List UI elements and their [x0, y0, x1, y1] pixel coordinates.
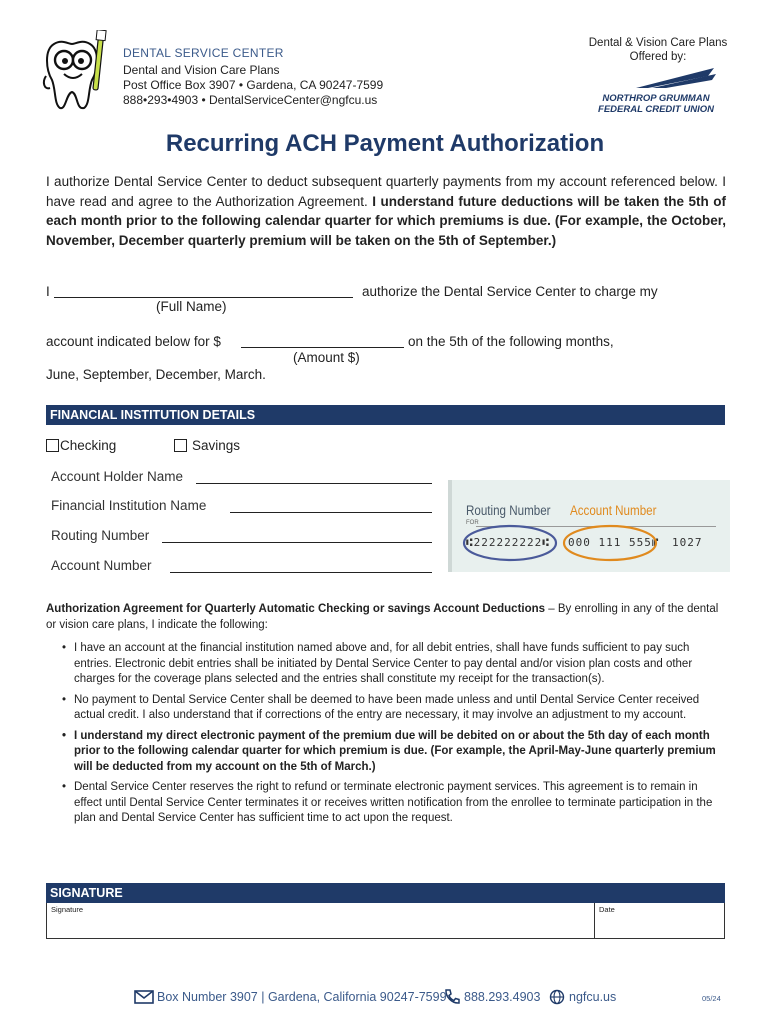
- checking-label: Checking: [60, 438, 117, 453]
- signature-section-header: SIGNATURE: [46, 883, 725, 903]
- auth-account-prefix: account indicated below for $: [46, 334, 221, 349]
- intro-normal: I authorize Dental Service Center to deduct subsequent quarterly payments from my account referenced below. I have read and agree to the Authorization Agreement.: [46, 174, 726, 209]
- phone-icon: [443, 988, 461, 1006]
- routing-number-label: Routing Number: [51, 528, 150, 543]
- auth-after-name: authorize the Dental Service Center to charge my: [362, 284, 658, 299]
- signature-field[interactable]: [47, 903, 595, 938]
- agreement-bullet-4: • Dental Service Center reserves the right to refund or terminate electronic payment services. This agreement is to remain in effect until Dental Service Center terminates it or receives written notification from the enrollee to terminate participation in the plan and Dental Service Center has sufficient time to act upon the request.: [46, 780, 726, 827]
- account-number-field[interactable]: [170, 571, 432, 573]
- financial-section-header: FINANCIAL INSTITUTION DETAILS: [46, 405, 725, 425]
- org-name: DENTAL SERVICE CENTER: [123, 46, 284, 60]
- offered-line-1: Dental & Vision Care Plans: [588, 37, 728, 49]
- sample-check-image: [448, 480, 730, 572]
- checking-checkbox[interactable]: [46, 439, 59, 452]
- auth-i-label: I: [46, 284, 50, 299]
- logo-text-2: FEDERAL CREDIT UNION: [598, 104, 714, 115]
- date-label: Date: [599, 905, 615, 914]
- savings-checkbox[interactable]: [174, 439, 187, 452]
- amount-field[interactable]: [241, 346, 404, 348]
- check-highlight-circles: [452, 480, 730, 572]
- page-title: Recurring ACH Payment Authorization: [165, 130, 605, 157]
- signature-box: [46, 903, 725, 939]
- intro-paragraph: [46, 172, 726, 250]
- globe-icon: [549, 989, 565, 1005]
- check-account-label: Account Number: [570, 503, 657, 518]
- check-for-label: FOR: [466, 520, 479, 526]
- header-address: Post Office Box 3907 • Gardena, CA 90247-7599: [123, 78, 384, 92]
- footer-address: Box Number 3907 | Gardena, California 90247-7599: [157, 990, 447, 1004]
- header-contact: 888•293•4903 • DentalServiceCenter@ngfcu.us: [123, 93, 378, 107]
- check-routing-label: Routing Number: [466, 503, 551, 518]
- amount-caption: (Amount $): [293, 350, 360, 365]
- envelope-icon: [134, 990, 154, 1004]
- signature-label: Signature: [51, 905, 84, 914]
- check-micr-number: 1027: [672, 536, 703, 549]
- header-line-1: Dental and Vision Care Plans: [123, 63, 280, 77]
- routing-circle: [464, 526, 556, 560]
- full-name-caption: (Full Name): [156, 299, 227, 314]
- account-circle: [564, 526, 656, 560]
- savings-label: Savings: [192, 438, 241, 453]
- routing-number-field[interactable]: [162, 541, 432, 543]
- footer-phone: 888.293.4903: [464, 990, 541, 1004]
- footer-website[interactable]: ngfcu.us: [569, 990, 617, 1004]
- agreement-heading: Authorization Agreement for Quarterly Automatic Checking or savings Account Deductions: [46, 603, 546, 615]
- agreement-bullet-2: • No payment to Dental Service Center shall be deemed to have been made unless and until Dental Service Center received actual credit. I also understand that if corrections of the entry are necessary, it may involve an adjustment to my account.: [46, 693, 726, 724]
- institution-name-label: Financial Institution Name: [51, 498, 207, 513]
- intro-bold: I understand future deductions will be taken the 5th of each month prior to the following calendar quarter for which premiums is due. (For example, the October, November, December quarterly premium will be taken on the 5th of September.): [46, 193, 726, 248]
- tooth-mascot-logo: [40, 30, 112, 112]
- offered-line-2: Offered by:: [629, 51, 687, 63]
- account-holder-field[interactable]: [196, 482, 432, 484]
- northrop-grumman-fcu-logo: [596, 66, 716, 114]
- agreement-heading-rest: – By enrolling in any of the dental or vision care plans, I indicate the following:: [46, 603, 719, 631]
- account-number-label: Account Number: [51, 558, 152, 573]
- account-holder-label: Account Holder Name: [51, 469, 184, 484]
- check-micr-routing: ⑆222222222⑆: [466, 536, 550, 549]
- check-micr-account: 000 111 555⑈: [568, 536, 660, 549]
- auth-months: June, September, December, March.: [46, 367, 266, 382]
- auth-after-amount: on the 5th of the following months,: [408, 334, 614, 349]
- logo-swoosh-icon: [596, 66, 716, 90]
- institution-name-field[interactable]: [230, 511, 432, 513]
- agreement-bullet-1: • I have an account at the financial institution named above and, for all debit entries, shall have funds sufficient to pay such entries. Electronic debit entries shall be initiated by Dental Service Center to pay dental and/or vision plan costs and other charges for the coverage plans selected and the entries shall constitute my receipt for the transaction(s).: [46, 641, 726, 688]
- date-field[interactable]: [595, 903, 724, 938]
- authorization-agreement: [46, 602, 726, 827]
- offered-by-block: [560, 36, 756, 64]
- logo-text-1: NORTHROP GRUMMAN: [602, 93, 710, 104]
- form-version-code: 05/24: [702, 994, 721, 1003]
- full-name-field[interactable]: [54, 296, 353, 298]
- agreement-bullet-3: • I understand my direct electronic payment of the premium due will be debited on or about the 5th day of each month prior to the following calendar quarter for which premium is due. (For example, the April-May-June quarterly premium will be deducted from my account on the 5th of March.): [46, 729, 726, 776]
